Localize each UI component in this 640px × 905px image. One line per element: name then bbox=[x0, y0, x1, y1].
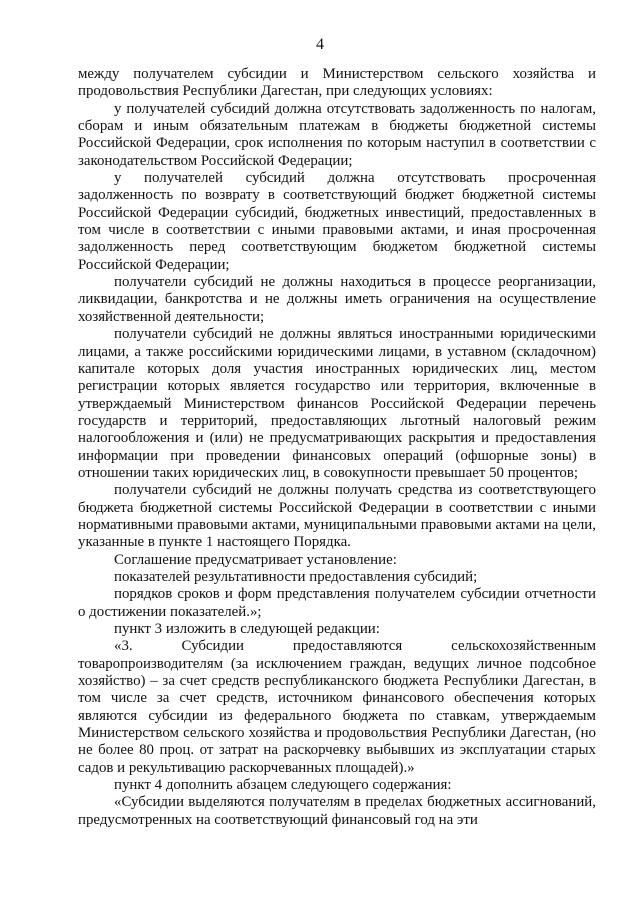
document-body bbox=[78, 66, 596, 829]
paragraph: получатели субсидий не должны являться иностранными юридическими лицами, а также российскими юридическими лицами, в уставном (складочном) капитале которых доля участия иностранных юридических лиц, местом регистрации которых является государство или территория, включенные в утверждаемый Министерством финансов Российской Федерации перечень государств и территорий, предоставляющих льготный налоговый режим налогообложения и (или) не предусматривающих раскрытия и предоставления информации при проведении финансовых операций (офшорные зоны) в отношении таких юридических лиц, в совокупности превышает 50 процентов; bbox=[78, 326, 596, 481]
paragraph: показателей результативности предоставления субсидий; bbox=[114, 568, 478, 585]
paragraph: «Субсидии выделяются получателям в пределах бюджетных ассигнований, предусмотренных на соответствующий финансовый год на эти bbox=[78, 794, 596, 828]
paragraph: между получателем субсидии и Министерством сельского хозяйства и продовольствия Республики Дагестан, при следующих условиях: bbox=[78, 66, 596, 100]
paragraph: пункт 4 дополнить абзацем следующего содержания: bbox=[114, 777, 452, 794]
paragraph: «3. Субсидии предоставляются сельскохозяйственным товаропроизводителям (за исключением граждан, ведущих личное подсобное хозяйство) – за счет средств республиканского бюджета Республики Дагестан, в том числе за счет средств, источником финансового обеспечения которых являются субсидии из федерального бюджета по ставкам, утверждаемым Министерством сельского хозяйства и продовольствия Республики Дагестан, (но не более 80 проц. от затрат на раскорчевку выбывших из эксплуатации старых садов и рекультивацию раскорчеванных площадей).» bbox=[78, 638, 596, 776]
paragraph: получатели субсидий не должны получать средства из соответствующего бюджета бюджетной системы Российской Федерации в соответствии с иными нормативными правовыми актами, муниципальными правовыми актами на цели, указанные в пункте 1 настоящего Порядка. bbox=[78, 482, 596, 551]
paragraph: порядков сроков и форм представления получателем субсидии отчетности о достижении показателей.»; bbox=[78, 586, 596, 620]
paragraph: пункт 3 изложить в следующей редакции: bbox=[114, 621, 380, 637]
paragraph: получатели субсидий не должны находиться в процессе реорганизации, ликвидации, банкротства и не должны иметь ограничения на осуществление хозяйственной деятельности; bbox=[78, 274, 596, 325]
paragraph: у получателей субсидий должна отсутствовать задолженность по налогам, сборам и иным обязательным платежам в бюджеты бюджетной системы Российской Федерации, срок исполнения по которым наступил в соответствии с законодательством Российской Федерации; bbox=[78, 100, 596, 169]
paragraph: Соглашение предусматривает установление: bbox=[114, 551, 397, 568]
page-number: 4 bbox=[316, 36, 324, 53]
paragraph: у получателей субсидий должна отсутствовать просроченная задолженность по возврату в соответствующий бюджет бюджетной системы Российской Федерации субсидий, бюджетных инвестиций, предоставленных в том числе в соответствии с иными правовыми актами, и иная просроченная задолженность перед соответствующим бюджетом бюджетной системы Российской Федерации; bbox=[78, 170, 596, 273]
